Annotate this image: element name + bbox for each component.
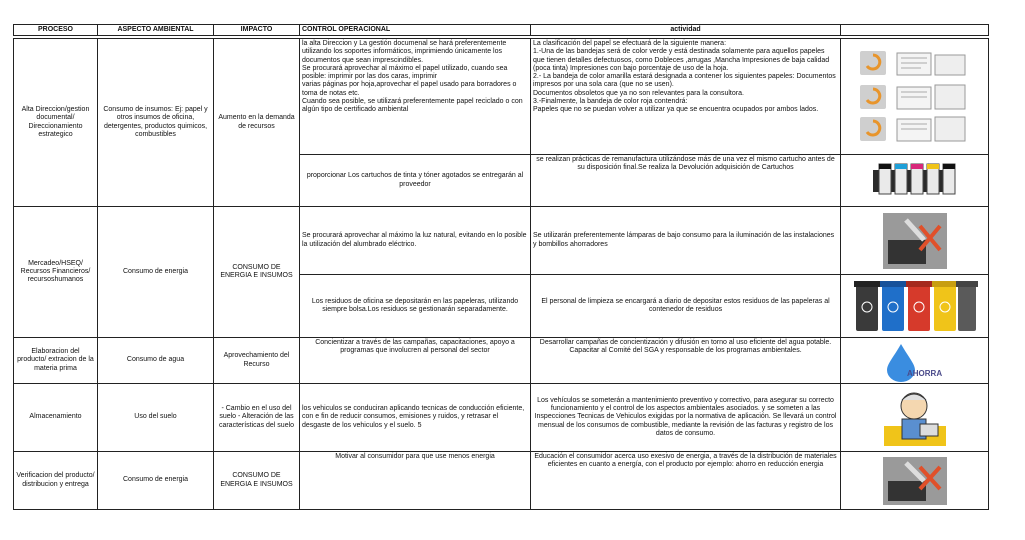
cell-actividad: El personal de limpieza se encargará a diario de depositar estos residuos de las papeleras al contenedor de residuos [531, 275, 841, 338]
environmental-matrix [13, 24, 988, 510]
table-row [14, 338, 989, 384]
header-proceso: PROCESO [14, 25, 98, 36]
cell-control: los vehiculos se conduciran aplicando tecnicas de conducción eficiente, con e fin de reducir consumos, emisiones y ruidos, y retrasar el desgaste de los vehiculos y el suelo. 5 [300, 384, 531, 452]
ink-cartridges-icon [865, 158, 965, 204]
cell-impacto: Aprovechamiento del Recurso [214, 338, 300, 384]
paper-recycle-trays-icon [855, 47, 975, 147]
cell-actividad: La clasificación del papel se efectuará de la siguiente manera: 1.-Una de las bandejas será de color verde y está destinada solamente para aquellos papeles que tienen detalles defectuosos, como Dobleces ,arrugas ,Mancha Impresiones de baja calidad (poca tinta) Impresiones con bajo porcentaje de uso de la hoja. 2.- La bandeja de color amarilla estará designada a contener los siguientes papeles: Documentos impresos por una sola cara (que no se usen). Documentos obsoletos que ya no son relevantes para la consultora. 3.-Finalmente, la bandeja de color roja contendrá: Papeles que no se puedan volver a utilizar ya que se encuentra ocupados por ambos lados. [531, 39, 841, 155]
cell-image [841, 452, 989, 510]
header-aspecto: ASPECTO AMBIENTAL [98, 25, 214, 36]
cell-control: la alta Direccion y La gestión documenal se hará preferentemente utilizando los soportes informáticos, imprimiendo únicamente los documentos que sean imprescindibles. Se procurará aprovechar al máximo el papel utilizado, cuando sea posible: imprimir por las dos caras, imprimir varias páginas por hoja,aprovechar el papel usado para borradores o toma de notas etc. Cuando sea posible, se utilizará preferentemente papel reciclado o con algún tipo de certificado ambiental [300, 39, 531, 155]
water-drop-icon [875, 340, 955, 382]
cell-proceso: Almacenamiento [14, 384, 98, 452]
header-image [841, 25, 989, 36]
cell-control: Concientizar a través de las campañas, capacitaciones, apoyo a programas que involucren al personal del sector [300, 338, 531, 384]
cell-aspecto: Uso del suelo [98, 384, 214, 452]
matrix-table [13, 24, 989, 510]
ahorra-label: AHORRA [906, 368, 942, 378]
cell-impacto: Aumento en la demanda de recursos [214, 39, 300, 207]
cell-actividad: se realizan prácticas de remanufactura utilizándose más de una vez el mismo cartucho antes de su disposición final.Se realiza la Devolución adquisición de Cartuchos [531, 155, 841, 207]
cell-image [841, 384, 989, 452]
cell-control: proporcionar Los cartuchos de tinta y tóner agotados se entregarán al proveedor [300, 155, 531, 207]
cell-control: Los residuos de oficina se depositarán en las papeleras, utilizando siempre bolsa.Los residuos se gestionarán separadamente. [300, 275, 531, 338]
cell-control: Se procurará aprovechar al máximo la luz natural, evitando en lo posible la utilización del alumbrado eléctrico. [300, 207, 531, 275]
table-row [14, 207, 989, 275]
cell-image [841, 275, 989, 338]
cell-actividad: Educación el consumidor acerca uso exesivo de energia, a través de la distribución de materiales eficientes en cuanto a energía, con el producto por ejemplo: ahorro en reducción energia [531, 452, 841, 510]
cell-actividad: Los vehículos se someterán a mantenimiento preventivo y correctivo, para asegurar su correcto funcionamiento y el control de los aspectos ambientales asociados. y se someten a las Inspecciones Tecnicas de Vehiculos exigidas por la normativa de aplicación. Se llevará un control mensual de los consumos de combustible, mediante la revisión de las facturas y registro de los datos de consumo. [531, 384, 841, 452]
cell-image [841, 338, 989, 384]
header-row [14, 25, 989, 36]
table-row [14, 452, 989, 510]
recycling-bins-icon [850, 277, 980, 335]
header-impacto: IMPACTO [214, 25, 300, 36]
cell-impacto: CONSUMO DE ENERGIA E INSUMOS [214, 207, 300, 338]
cell-actividad: Desarrollar campañas de concientización y difusión en torno al uso eficiente del agua potable. Capacitar al Comité del SGA y responsable de los programas ambientales. [531, 338, 841, 384]
cell-image [841, 155, 989, 207]
cell-actividad: Se utilizarán preferentemente lámparas de bajo consumo para la iluminación de las instalaciones y bombillos ahorradores [531, 207, 841, 275]
cell-image [841, 39, 989, 155]
table-row [14, 39, 989, 155]
cell-aspecto: Consumo de energia [98, 207, 214, 338]
cell-proceso: Alta Direccion/gestion documental/ Direccionamiento estrategico [14, 39, 98, 207]
cell-aspecto: Consumo de agua [98, 338, 214, 384]
cell-proceso: Mercadeo/HSEQ/ Recursos Financieros/ recursoshumanos [14, 207, 98, 338]
header-actividad: actividad [531, 25, 841, 36]
cell-impacto: CONSUMO DE ENERGIA E INSUMOS [214, 452, 300, 510]
mechanic-cartoon-icon [880, 386, 950, 450]
table-row [14, 384, 989, 452]
cell-image [841, 207, 989, 275]
cell-aspecto: Consumo de insumos: Ej: papel y otros insumos de oficina, detergentes, productos quimicos, combustibles [98, 39, 214, 207]
cell-aspecto: Consumo de energia [98, 452, 214, 510]
no-light-bulb-icon [880, 455, 950, 507]
no-light-bulb-icon [880, 210, 950, 272]
cell-control: Motivar al consumidor para que use menos energia [300, 452, 531, 510]
cell-proceso: Elaboracion del producto/ extracion de la materia prima [14, 338, 98, 384]
cell-proceso: Verificacion del producto/ distribucion y entrega [14, 452, 98, 510]
header-control: CONTROL OPERACIONAL [300, 25, 531, 36]
cell-impacto: - Cambio en el uso del suelo - Alteración de las características del suelo [214, 384, 300, 452]
